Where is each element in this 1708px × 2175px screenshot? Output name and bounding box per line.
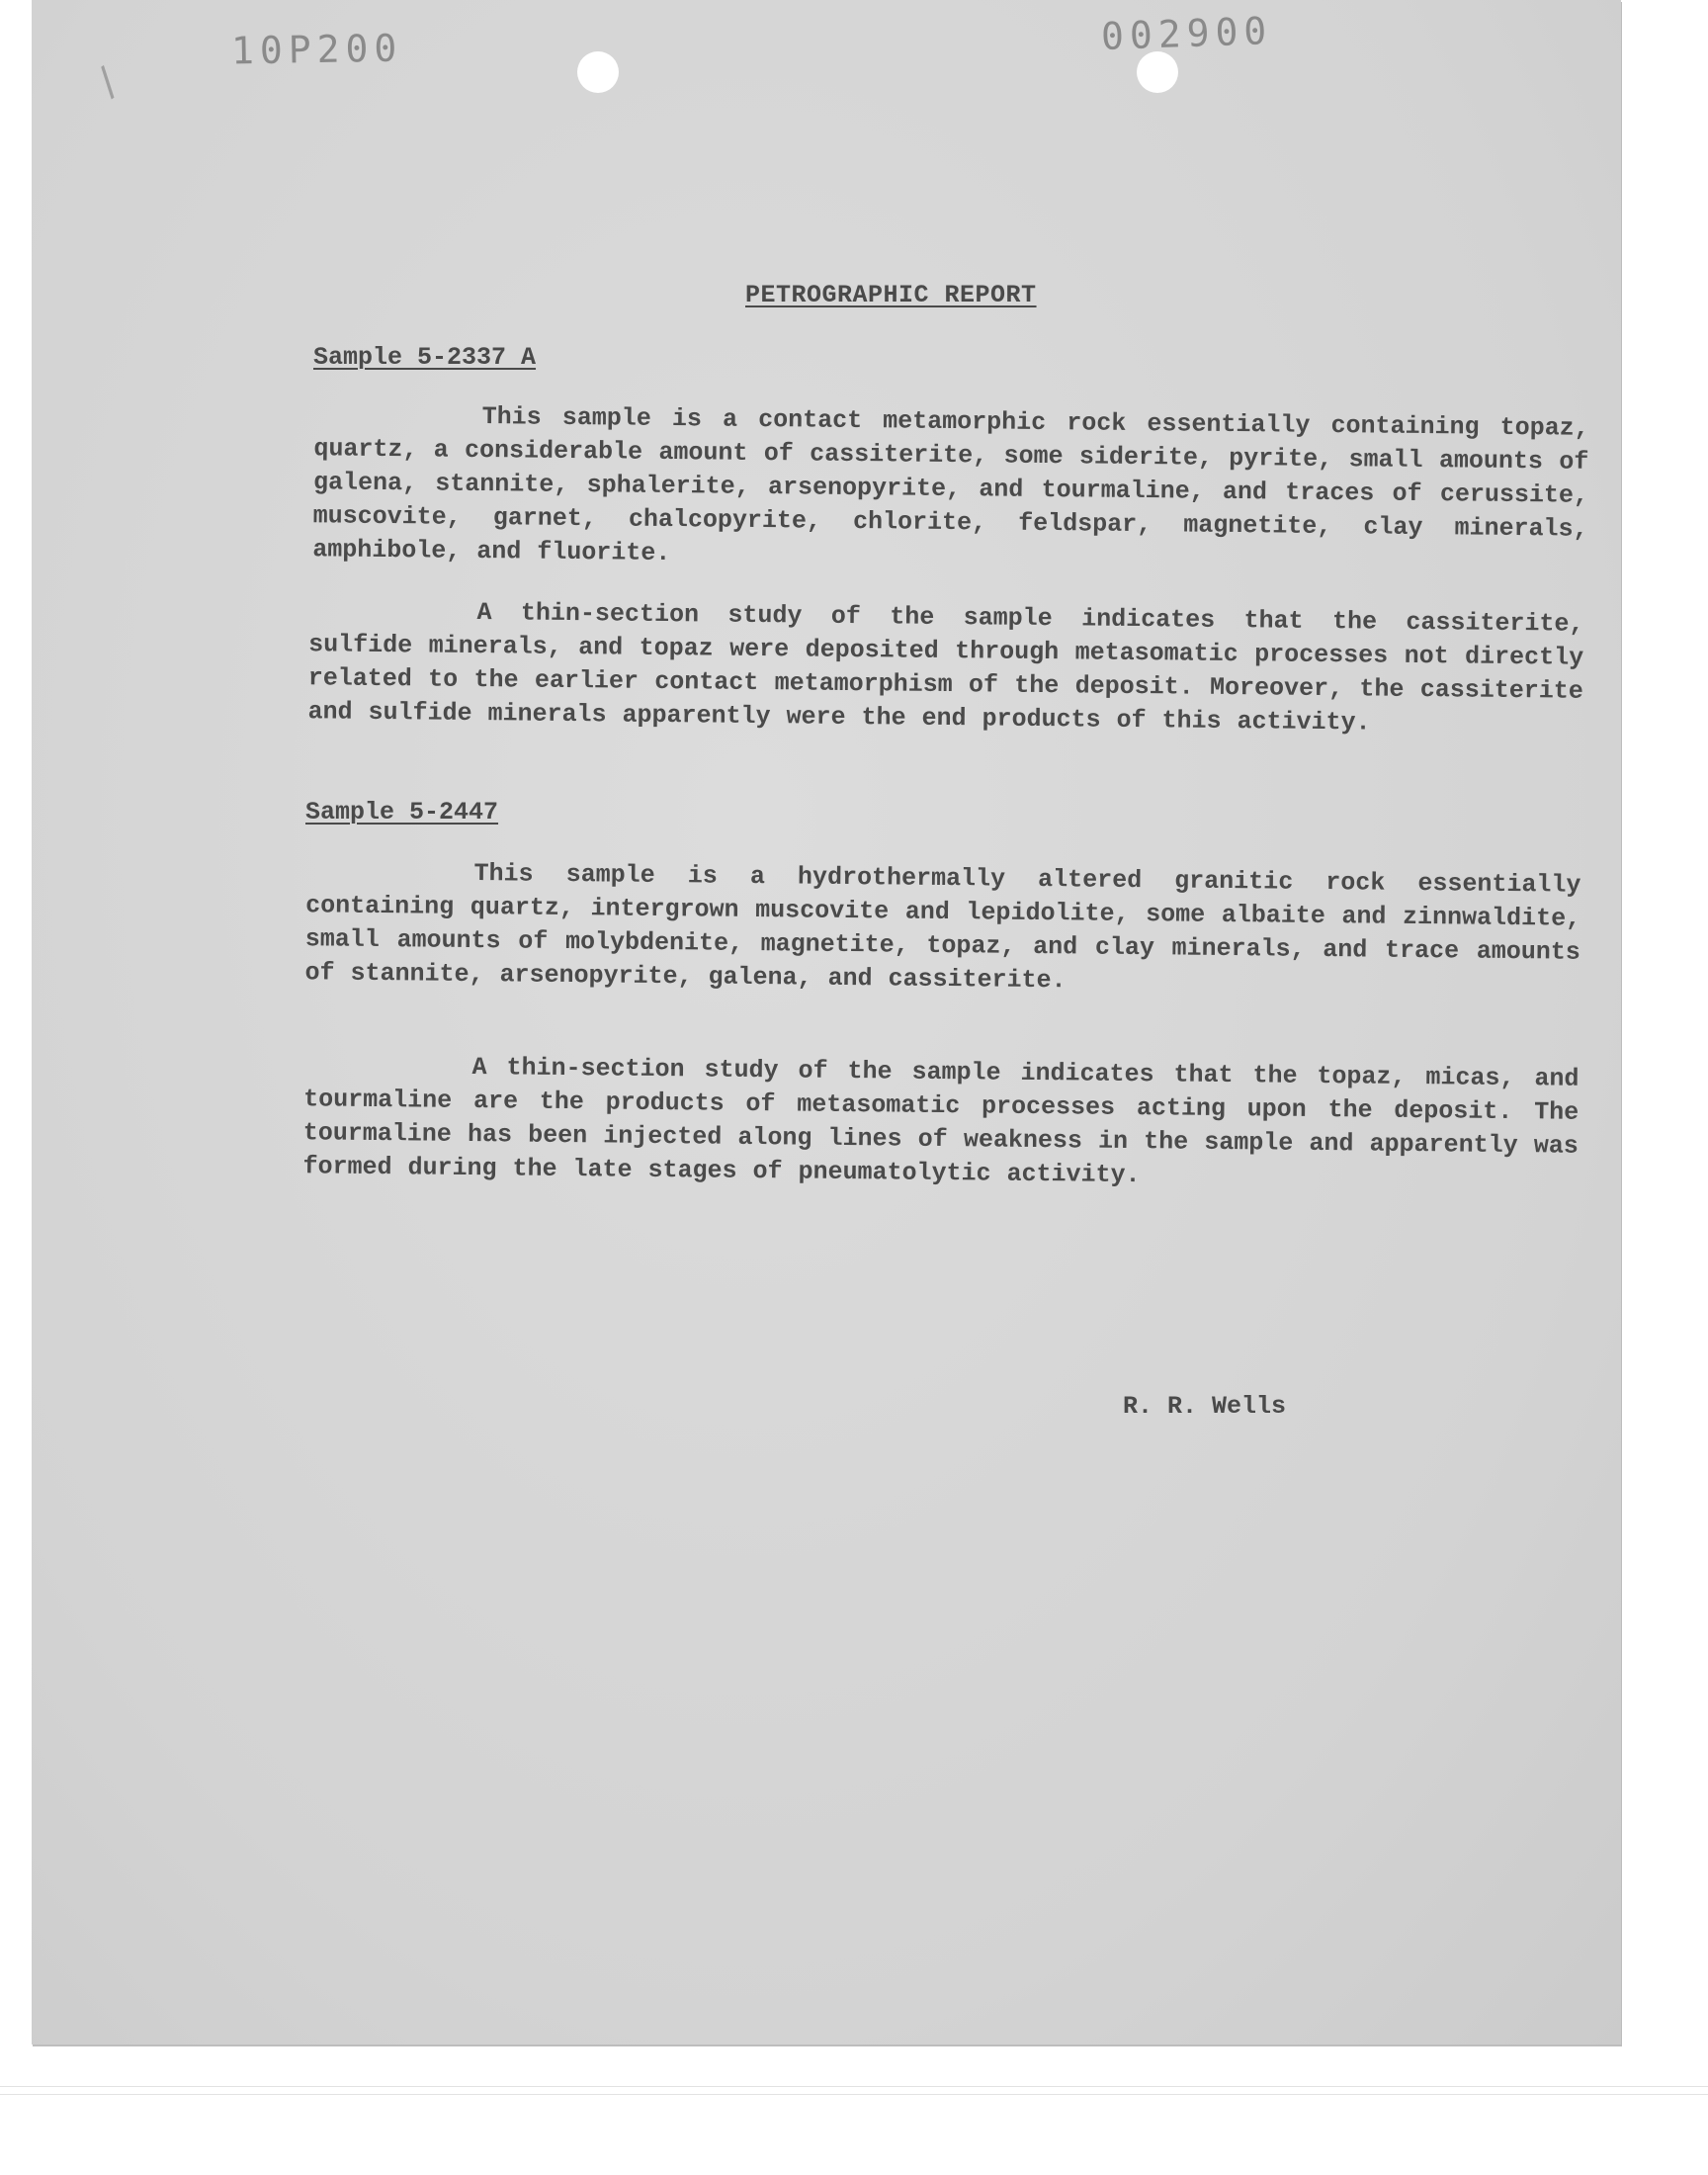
pencil-mark: / bbox=[89, 59, 127, 105]
sample-2-paragraph-2: A thin-section study of the sample indicates that the topaz, micas, and tourmaline are the products of metasomatic processes acting upon the deposit. The tourmaline has been injected along lines of weakness in the sample and apparently was formed during the late stages of pneumatolytic activity. bbox=[302, 1053, 1580, 1190]
sample-heading-1: Sample 5-2337 A bbox=[313, 343, 537, 372]
report-title: PETROGRAPHIC REPORT bbox=[745, 281, 1037, 309]
sample-1-paragraph-2: A thin-section study of the sample indicates that the cassiterite, sulfide minerals, and topaz were deposited through metasomatic processes not directly related to the earlier contact metamorphism of the deposit. Moreover, the cassiterite and sulfide minerals apparently were the end products of this activity. bbox=[307, 598, 1584, 738]
stamp-number-left: 10P200 bbox=[230, 26, 403, 73]
sample-1-paragraph-1: This sample is a contact metamorphic rock essentially containing topaz, quartz, a considerable amount of cassiterite, some siderite, pyrite, small amounts of galena, stannite, sphalerite, arsenopyrite, and tourmaline, and traces of cerussite, muscovite, garnet, chalcopyrite, chlorite, feldspar, magnetite, clay minerals, amphibole, and fluorite. bbox=[312, 402, 1589, 568]
scanned-page bbox=[32, 0, 1621, 2044]
sample-2-paragraph-1: This sample is a hydrothermally altered granitic rock essentially containing quartz, intergrown muscovite and lepidolite, some albaite and zinnwaldite, small amounts of molybdenite, magnetite, topaz, and clay minerals, and trace amounts of stannite, arsenopyrite, galena, and cassiterite. bbox=[304, 859, 1581, 996]
punch-hole-left bbox=[577, 51, 619, 93]
punch-hole-right bbox=[1137, 51, 1178, 93]
scan-edge-line bbox=[0, 2094, 1708, 2095]
sample-heading-2: Sample 5-2447 bbox=[305, 798, 499, 826]
scan-edge-line bbox=[0, 2086, 1708, 2087]
stamp-number-right: 002900 bbox=[1100, 8, 1273, 59]
signature: R. R. Wells bbox=[1123, 1392, 1287, 1421]
